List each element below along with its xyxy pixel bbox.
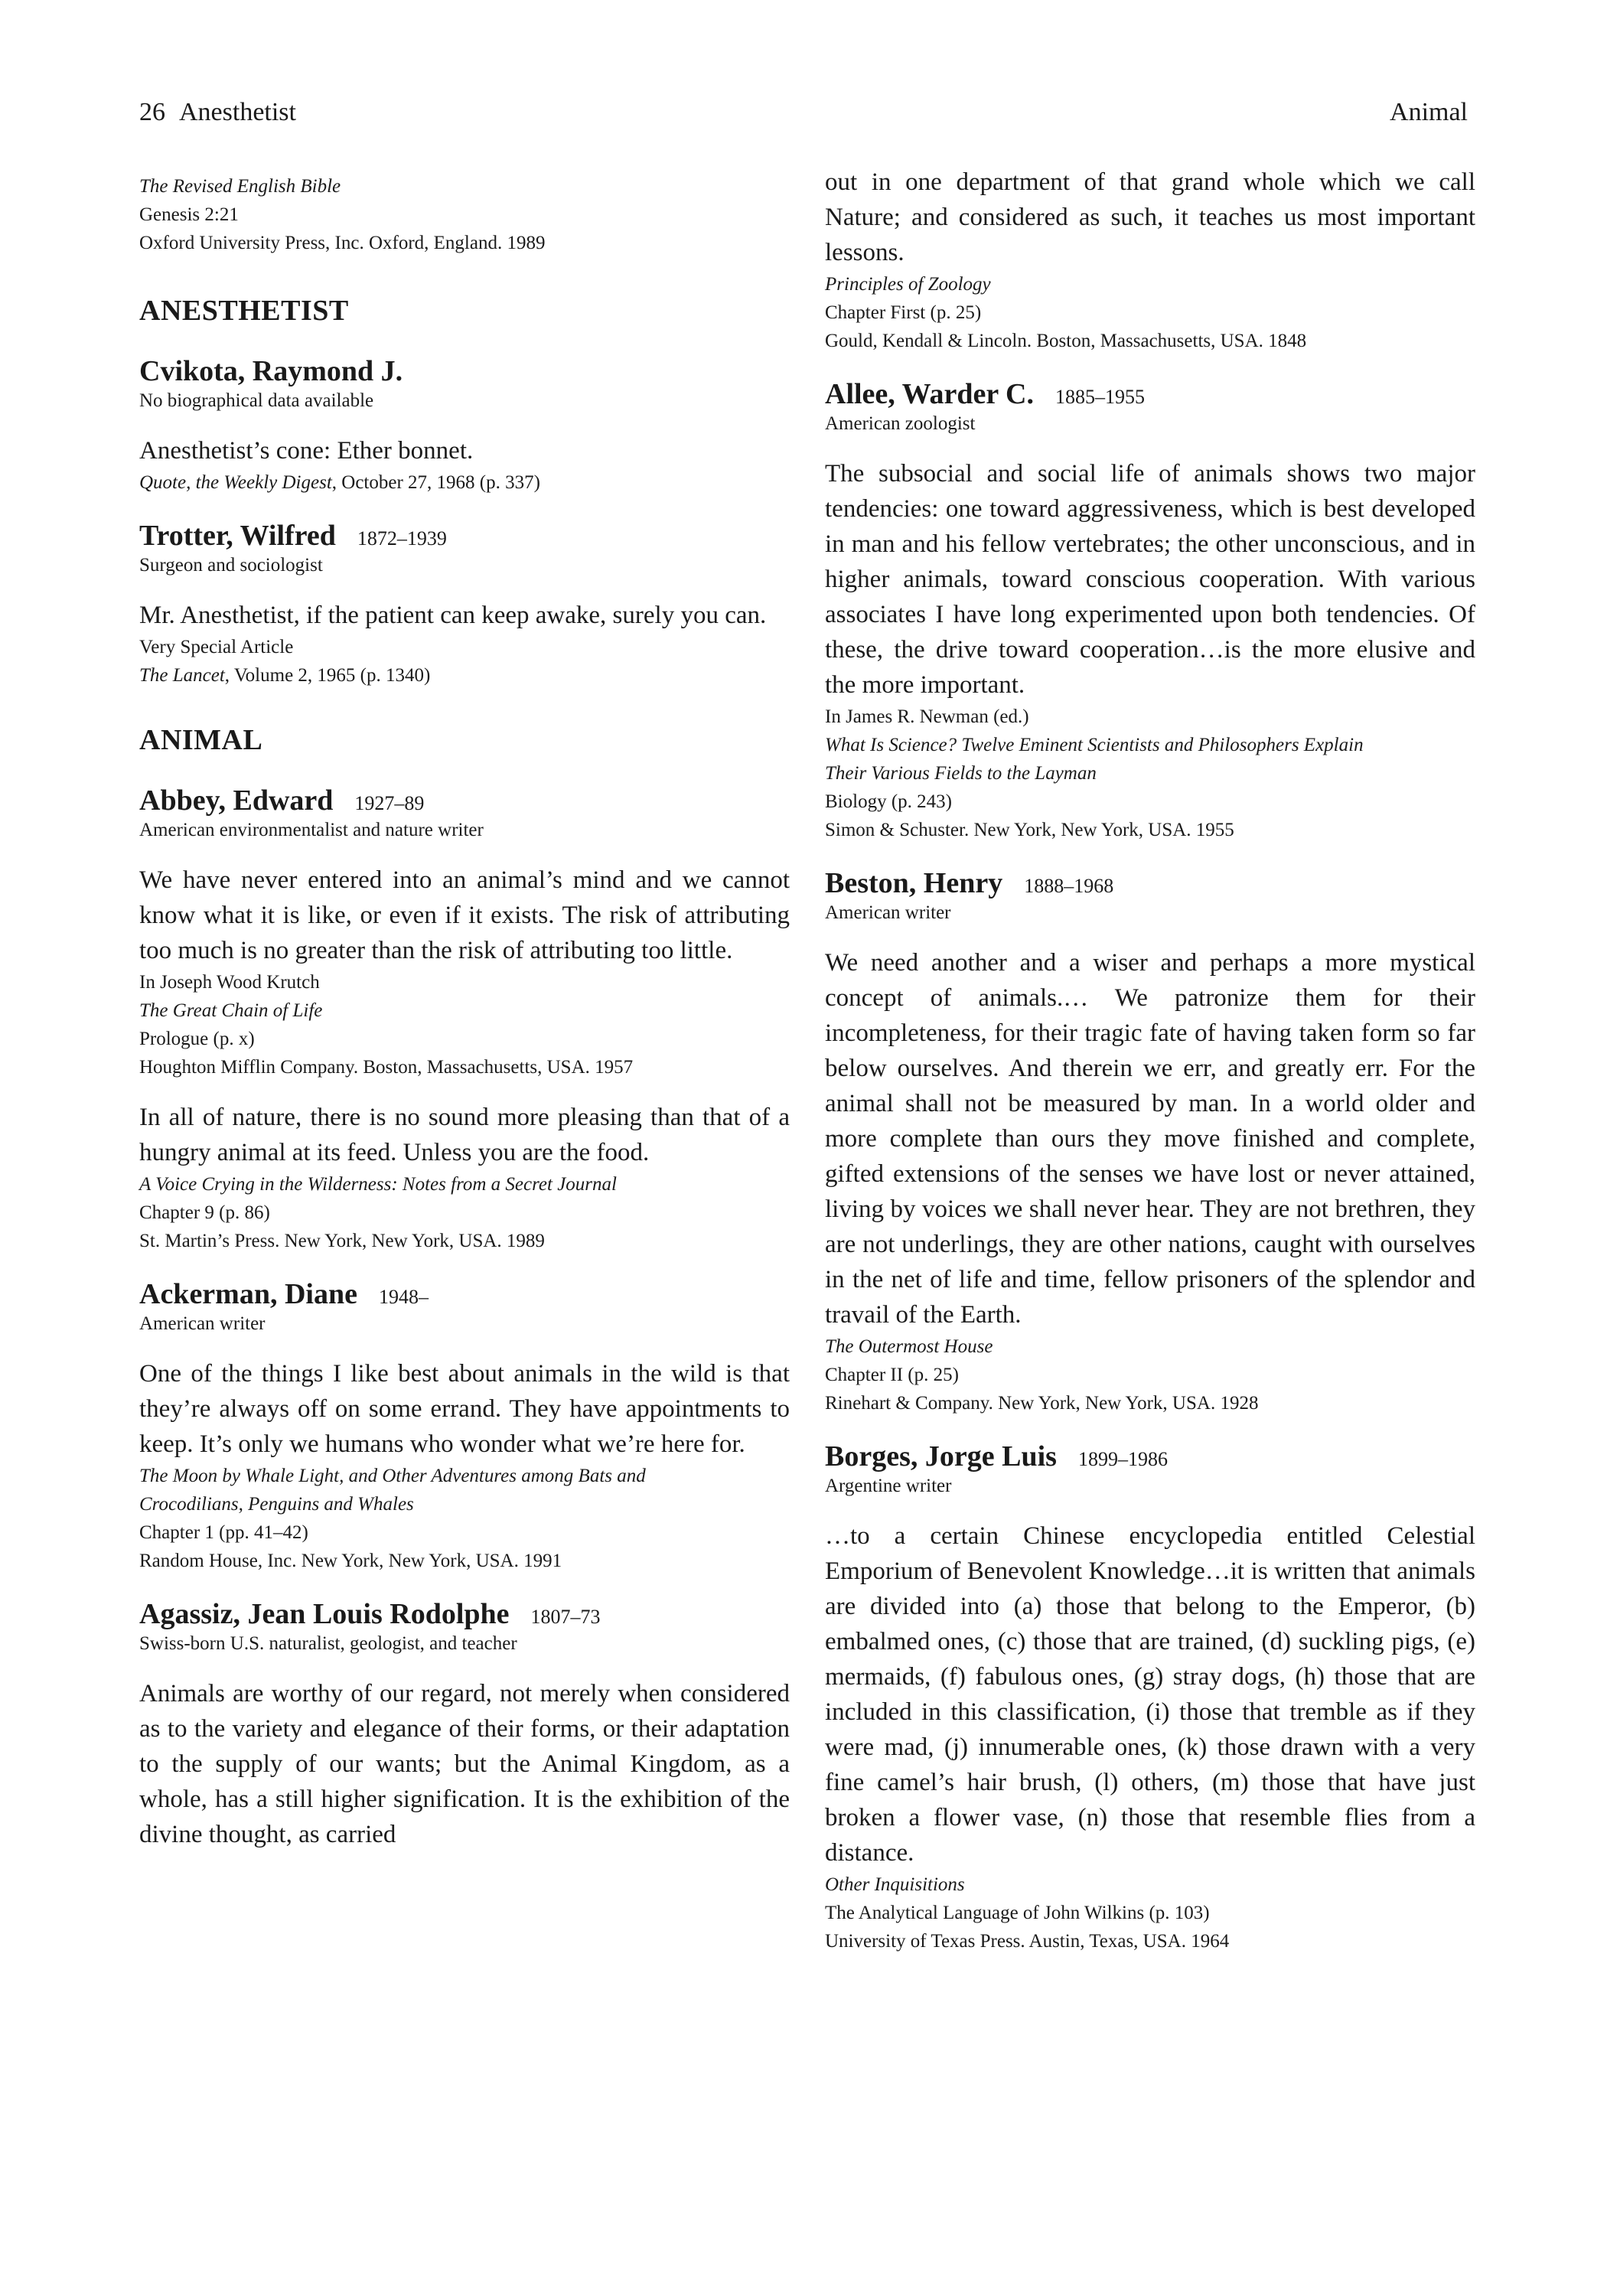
author-name: Agassiz, Jean Louis Rodolphe bbox=[139, 1598, 510, 1630]
author-description: American writer bbox=[825, 902, 951, 923]
quote-text: out in one department of that grand whole which we call Nature; and considered as such, it teaches us most important lessons. bbox=[825, 168, 1475, 266]
left-column bbox=[139, 172, 790, 1852]
section-heading-anesthetist: ANESTHETIST bbox=[139, 295, 349, 327]
quote-source bbox=[139, 1462, 790, 1575]
author-dates: 1888–1968 bbox=[1024, 875, 1114, 897]
page-number: 26 bbox=[139, 98, 165, 126]
author-name: Allee, Warder C. bbox=[825, 378, 1034, 410]
quote-source bbox=[139, 1170, 790, 1255]
author-name: Beston, Henry bbox=[825, 867, 1003, 899]
quote-text: One of the things I like best about animals in the wild is that they’re always off on some errand. They have appointments to keep. It’s only we humans who wonder what we’re here for. bbox=[139, 1360, 790, 1458]
author-name: Abbey, Edward bbox=[139, 784, 334, 817]
author-dates: 1927–89 bbox=[354, 792, 425, 814]
header-right-title: Animal bbox=[1390, 98, 1468, 126]
quote-text: Anesthetist’s cone: Ether bonnet. bbox=[139, 437, 474, 465]
section-heading-animal: ANIMAL bbox=[139, 724, 263, 756]
author-name: Borges, Jorge Luis bbox=[825, 1440, 1057, 1473]
source-line: Rinehart & Company. New York, New York, USA. 1928 bbox=[825, 1393, 1259, 1414]
source-line: In James R. Newman (ed.) bbox=[825, 706, 1029, 727]
quote-source bbox=[825, 703, 1475, 844]
author-dates: 1885–1955 bbox=[1055, 386, 1145, 408]
author-description: American environmentalist and nature writer bbox=[139, 820, 484, 840]
header-left bbox=[139, 98, 296, 127]
quote-text: Animals are worthy of our regard, not merely when considered as to the variety and elegance of their forms, or their adaptation to the supply of our wants; but the Animal Kingdom, as a whole, has a still higher signification. It is the exhibition of the divine thought, as carried bbox=[139, 1680, 790, 1848]
source-title: The Moon by Whale Light, and Other Adventures among Bats and bbox=[139, 1466, 646, 1486]
author-heading bbox=[825, 377, 1475, 412]
entry-abbey bbox=[139, 783, 790, 1255]
source-line: Prologue (p. x) bbox=[139, 1029, 255, 1049]
author-dates: 1807–73 bbox=[530, 1606, 601, 1628]
source-line: Chapter First (p. 25) bbox=[825, 302, 982, 323]
source-line: Oxford University Press, Inc. Oxford, England. 1989 bbox=[139, 233, 546, 253]
source-title: A Voice Crying in the Wilderness: Notes from a Secret Journal bbox=[139, 1174, 617, 1195]
author-dates: 1948– bbox=[378, 1286, 429, 1308]
source-title: What Is Science? Twelve Eminent Scientists and Philosophers Explain bbox=[825, 735, 1364, 755]
author-description: American writer bbox=[139, 1313, 266, 1334]
source-line: Chapter 1 (pp. 41–42) bbox=[139, 1522, 308, 1543]
source-title: The Lancet bbox=[139, 665, 225, 686]
entry-allee bbox=[825, 377, 1475, 844]
author-heading bbox=[139, 783, 790, 818]
source-title: Quote, the Weekly Digest bbox=[139, 472, 332, 493]
author-description: Argentine writer bbox=[825, 1476, 952, 1496]
source-title: Crocodilians, Penguins and Whales bbox=[139, 1494, 414, 1515]
author-description: No biographical data available bbox=[139, 390, 374, 411]
source-line: St. Martin’s Press. New York, New York, USA. 1989 bbox=[139, 1231, 545, 1251]
author-description: Surgeon and sociologist bbox=[139, 555, 323, 576]
source-title: Their Various Fields to the Layman bbox=[825, 763, 1097, 784]
quote-source bbox=[139, 468, 790, 497]
running-header bbox=[139, 98, 1468, 127]
source-line: Gould, Kendall & Lincoln. Boston, Massachusetts, USA. 1848 bbox=[825, 331, 1307, 351]
right-column bbox=[825, 168, 1475, 1955]
source-line: Chapter II (p. 25) bbox=[825, 1365, 959, 1385]
source-detail: , Volume 2, 1965 (p. 1340) bbox=[224, 665, 431, 686]
author-dates: 1872–1939 bbox=[357, 527, 447, 550]
source-line: Simon & Schuster. New York, New York, USA. 1955 bbox=[825, 820, 1234, 840]
author-name: Cvikota, Raymond J. bbox=[139, 355, 403, 387]
source-title: The Great Chain of Life bbox=[139, 1000, 323, 1021]
source-line: Biology (p. 243) bbox=[825, 791, 952, 812]
author-heading bbox=[825, 866, 1475, 901]
author-name: Trotter, Wilfred bbox=[139, 520, 336, 552]
entry-agassiz-continued bbox=[825, 165, 1475, 355]
author-heading bbox=[139, 1596, 790, 1632]
entry-agassiz bbox=[139, 1596, 790, 1852]
source-line: Chapter 9 (p. 86) bbox=[139, 1202, 270, 1223]
author-heading bbox=[139, 1277, 790, 1312]
author-name: Ackerman, Diane bbox=[139, 1278, 357, 1310]
source-line: In Joseph Wood Krutch bbox=[139, 972, 320, 993]
entry-beston bbox=[825, 866, 1475, 1417]
author-description: Swiss-born U.S. naturalist, geologist, and teacher bbox=[139, 1633, 517, 1654]
quote-text: …to a certain Chinese encyclopedia entitled Celestial Emporium of Benevolent Knowledge…it is written that animals are divided into (a) those that belong to the Emperor, (b) embalmed ones, (c) those that are trained, (d) suckling pigs, (e) mermaids, (f) fabulous ones, (g) stray dogs, (h) those that are included in this classification, (i) those that tremble as if they were mad, (j) innumerable ones, (k) those drawn with a very fine camel’s hair brush, (l) others, (m) those that have just broken a flower vase, (n) those that resemble flies from a distance. bbox=[825, 1522, 1475, 1867]
author-heading bbox=[825, 1439, 1475, 1474]
header-left-title: Anesthetist bbox=[179, 98, 296, 126]
quote-text: We have never entered into an animal’s mind and we cannot know what it is like, or even if it exists. The risk of attributing too much is no greater than the risk of attributing too little. bbox=[139, 866, 790, 964]
author-description: American zoologist bbox=[825, 413, 976, 434]
quote-source bbox=[139, 633, 790, 690]
source-detail: , October 27, 1968 (p. 337) bbox=[331, 472, 540, 493]
entry-trotter bbox=[139, 518, 790, 690]
quote-source bbox=[825, 270, 1475, 355]
source-line: Random House, Inc. New York, New York, USA. 1991 bbox=[139, 1551, 562, 1571]
quote-source bbox=[825, 1332, 1475, 1417]
lead-source bbox=[139, 172, 790, 257]
source-line: University of Texas Press. Austin, Texas, USA. 1964 bbox=[825, 1931, 1230, 1952]
source-title: Principles of Zoology bbox=[825, 274, 991, 295]
author-dates: 1899–1986 bbox=[1077, 1448, 1168, 1470]
author-heading bbox=[139, 354, 790, 389]
source-line: Genesis 2:21 bbox=[139, 204, 239, 225]
source-line: Very Special Article bbox=[139, 637, 294, 657]
quote-text: In all of nature, there is no sound more pleasing than that of a hungry animal at its feed. Unless you are the food. bbox=[139, 1104, 790, 1166]
quote-text: Mr. Anesthetist, if the patient can keep awake, surely you can. bbox=[139, 602, 767, 629]
entry-cvikota bbox=[139, 354, 790, 497]
quote-source bbox=[139, 968, 790, 1081]
source-title: The Outermost House bbox=[825, 1336, 993, 1357]
source-line: Houghton Mifflin Company. Boston, Massachusetts, USA. 1957 bbox=[139, 1057, 634, 1078]
quote-text: The subsocial and social life of animals shows two major tendencies: one toward aggressiveness, which is best developed in man and his fellow vertebrates; the other unconscious, and in higher animals, toward conscious cooperation. With various associates I have long experimented upon both tendencies. Of these, the drive toward cooperation…is the more elusive and the more important. bbox=[825, 460, 1475, 699]
entry-ackerman bbox=[139, 1277, 790, 1575]
quote-text: We need another and a wiser and perhaps a more mystical concept of animals.… We patronize them for their incompleteness, for their tragic fate of having taken form so far below ourselves. And therein we err, and greatly err. For the animal shall not be measured by man. In a world older and more complete than ours they move finished and complete, gifted extensions of the senses we have lost or never attained, living by voices we shall never hear. They are not brethren, they are not underlings, they are other nations, caught with ourselves in the net of life and time, fellow prisoners of the splendor and travail of the Earth. bbox=[825, 949, 1475, 1329]
source-line: The Revised English Bible bbox=[139, 176, 341, 197]
source-line: The Analytical Language of John Wilkins (p. 103) bbox=[825, 1903, 1210, 1923]
quote-source bbox=[825, 1870, 1475, 1955]
author-heading bbox=[139, 518, 790, 553]
entry-borges bbox=[825, 1439, 1475, 1955]
source-title: Other Inquisitions bbox=[825, 1874, 965, 1895]
